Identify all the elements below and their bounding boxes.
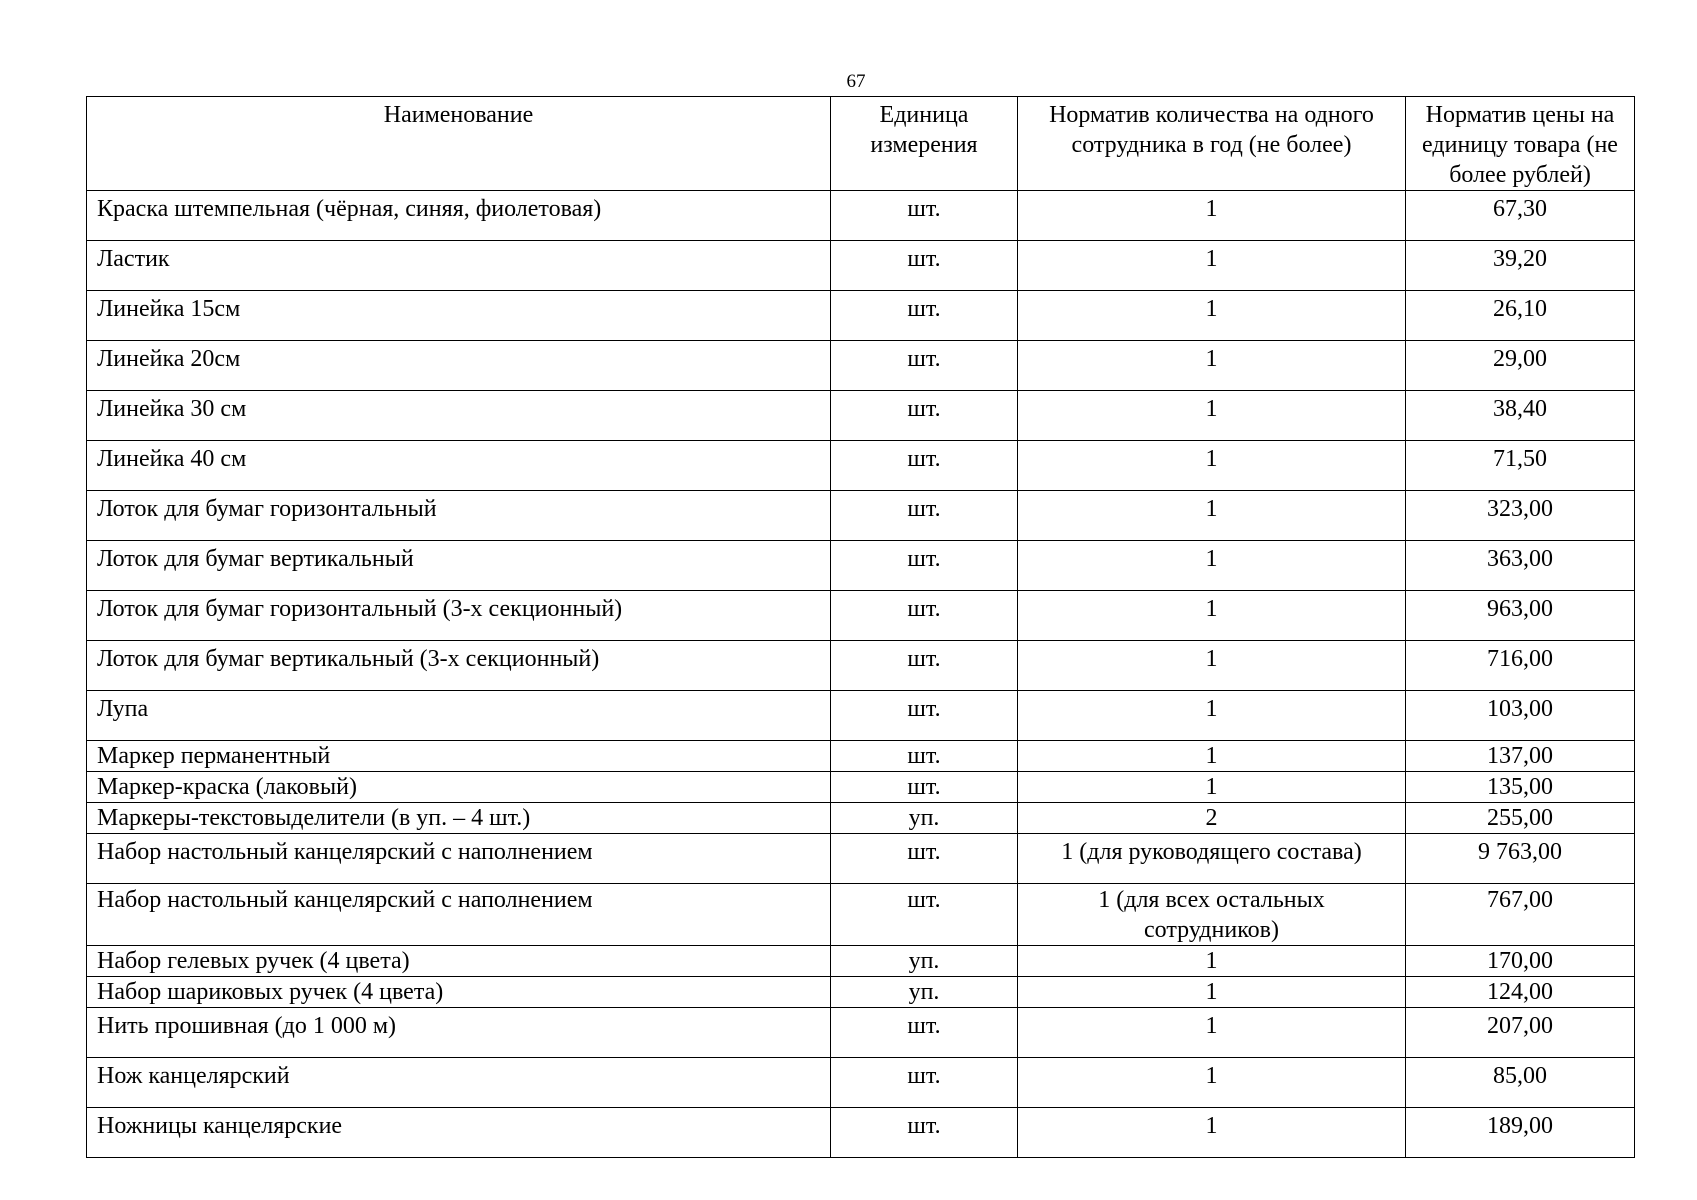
unit-cell: шт.: [831, 391, 1018, 441]
table-row: [87, 1008, 1635, 1058]
quantity-norm-cell: 1: [1018, 591, 1406, 641]
table-row: [87, 591, 1635, 641]
quantity-norm-cell: 1: [1018, 977, 1406, 1008]
unit-cell: уп.: [831, 803, 1018, 834]
quantity-norm-cell: 1: [1018, 641, 1406, 691]
price-norm-cell: 67,30: [1406, 191, 1635, 241]
table-row: [87, 946, 1635, 977]
item-name-cell: Ластик: [87, 241, 831, 291]
unit-cell: шт.: [831, 441, 1018, 491]
price-norm-cell: 170,00: [1406, 946, 1635, 977]
item-name-cell: Нить прошивная (до 1 000 м): [87, 1008, 831, 1058]
table-row: [87, 241, 1635, 291]
item-name-cell: Лупа: [87, 691, 831, 741]
header-unit: Единица измерения: [831, 97, 1018, 191]
unit-cell: шт.: [831, 191, 1018, 241]
price-norm-cell: 38,40: [1406, 391, 1635, 441]
table-row: [87, 884, 1635, 946]
quantity-norm-cell: 1: [1018, 441, 1406, 491]
price-norm-cell: 363,00: [1406, 541, 1635, 591]
unit-cell: шт.: [831, 341, 1018, 391]
table-row: [87, 1058, 1635, 1108]
item-name-cell: Набор шариковых ручек (4 цвета): [87, 977, 831, 1008]
header-name: Наименование: [87, 97, 831, 191]
table-row: [87, 803, 1635, 834]
quantity-norm-cell: 1: [1018, 241, 1406, 291]
unit-cell: шт.: [831, 691, 1018, 741]
price-norm-cell: 207,00: [1406, 1008, 1635, 1058]
item-name-cell: Маркер перманентный: [87, 741, 831, 772]
unit-cell: шт.: [831, 541, 1018, 591]
price-norm-cell: 26,10: [1406, 291, 1635, 341]
price-norm-cell: 29,00: [1406, 341, 1635, 391]
quantity-norm-cell: 1: [1018, 291, 1406, 341]
unit-cell: шт.: [831, 591, 1018, 641]
quantity-norm-cell: 1: [1018, 772, 1406, 803]
header-quantity-norm: Норматив количества на одного сотрудника в год (не более): [1018, 97, 1406, 191]
item-name-cell: Нож канцелярский: [87, 1058, 831, 1108]
quantity-norm-cell: 2: [1018, 803, 1406, 834]
item-name-cell: Линейка 40 см: [87, 441, 831, 491]
table-row: [87, 491, 1635, 541]
quantity-norm-cell: 1: [1018, 691, 1406, 741]
table-body: [87, 191, 1635, 1158]
table-row: [87, 1108, 1635, 1158]
header-price-norm: Норматив цены на единицу товара (не более рублей): [1406, 97, 1635, 191]
unit-cell: уп.: [831, 977, 1018, 1008]
price-norm-cell: 71,50: [1406, 441, 1635, 491]
price-norm-cell: 255,00: [1406, 803, 1635, 834]
unit-cell: шт.: [831, 641, 1018, 691]
quantity-norm-cell: 1: [1018, 341, 1406, 391]
price-norm-cell: 137,00: [1406, 741, 1635, 772]
unit-cell: уп.: [831, 946, 1018, 977]
table-row: [87, 772, 1635, 803]
price-norm-cell: 103,00: [1406, 691, 1635, 741]
unit-cell: шт.: [831, 1008, 1018, 1058]
price-norm-cell: 124,00: [1406, 977, 1635, 1008]
table-row: [87, 641, 1635, 691]
quantity-norm-cell: 1: [1018, 491, 1406, 541]
item-name-cell: Набор настольный канцелярский с наполнением: [87, 884, 831, 946]
table-row: [87, 341, 1635, 391]
price-norm-cell: 189,00: [1406, 1108, 1635, 1158]
quantity-norm-cell: 1 (для руководящего состава): [1018, 834, 1406, 884]
unit-cell: шт.: [831, 1108, 1018, 1158]
table-row: [87, 191, 1635, 241]
unit-cell: шт.: [831, 741, 1018, 772]
unit-cell: шт.: [831, 834, 1018, 884]
item-name-cell: Линейка 30 см: [87, 391, 831, 441]
unit-cell: шт.: [831, 291, 1018, 341]
quantity-norm-cell: 1: [1018, 1008, 1406, 1058]
unit-cell: шт.: [831, 241, 1018, 291]
item-name-cell: Маркер-краска (лаковый): [87, 772, 831, 803]
item-name-cell: Ножницы канцелярские: [87, 1108, 831, 1158]
item-name-cell: Набор гелевых ручек (4 цвета): [87, 946, 831, 977]
price-norm-cell: 9 763,00: [1406, 834, 1635, 884]
price-norm-cell: 85,00: [1406, 1058, 1635, 1108]
table-row: [87, 391, 1635, 441]
quantity-norm-cell: 1: [1018, 946, 1406, 977]
item-name-cell: Линейка 20см: [87, 341, 831, 391]
item-name-cell: Лоток для бумаг вертикальный: [87, 541, 831, 591]
quantity-norm-cell: 1: [1018, 1108, 1406, 1158]
item-name-cell: Лоток для бумаг горизонтальный (3-х секционный): [87, 591, 831, 641]
quantity-norm-cell: 1: [1018, 391, 1406, 441]
table-row: [87, 691, 1635, 741]
unit-cell: шт.: [831, 491, 1018, 541]
quantity-norm-cell: 1: [1018, 741, 1406, 772]
quantity-norm-cell: 1 (для всех остальных сотрудников): [1018, 884, 1406, 946]
price-norm-cell: 39,20: [1406, 241, 1635, 291]
unit-cell: шт.: [831, 772, 1018, 803]
price-norm-cell: 323,00: [1406, 491, 1635, 541]
table-row: [87, 541, 1635, 591]
price-norm-cell: 767,00: [1406, 884, 1635, 946]
item-name-cell: Набор настольный канцелярский с наполнением: [87, 834, 831, 884]
price-norm-cell: 716,00: [1406, 641, 1635, 691]
unit-cell: шт.: [831, 1058, 1018, 1108]
unit-cell: шт.: [831, 884, 1018, 946]
item-name-cell: Линейка 15см: [87, 291, 831, 341]
table-row: [87, 977, 1635, 1008]
item-name-cell: Лоток для бумаг вертикальный (3-х секционный): [87, 641, 831, 691]
item-name-cell: Краска штемпельная (чёрная, синяя, фиолетовая): [87, 191, 831, 241]
price-norm-cell: 963,00: [1406, 591, 1635, 641]
table-row: [87, 441, 1635, 491]
quantity-norm-cell: 1: [1018, 1058, 1406, 1108]
price-norm-cell: 135,00: [1406, 772, 1635, 803]
table-row: [87, 291, 1635, 341]
item-name-cell: Лоток для бумаг горизонтальный: [87, 491, 831, 541]
norms-table: [86, 96, 1635, 1158]
table-row: [87, 741, 1635, 772]
page-number: 67: [846, 71, 866, 92]
item-name-cell: Маркеры-текстовыделители (в уп. – 4 шт.): [87, 803, 831, 834]
quantity-norm-cell: 1: [1018, 191, 1406, 241]
quantity-norm-cell: 1: [1018, 541, 1406, 591]
table-row: [87, 834, 1635, 884]
table-header-row: [87, 97, 1635, 191]
